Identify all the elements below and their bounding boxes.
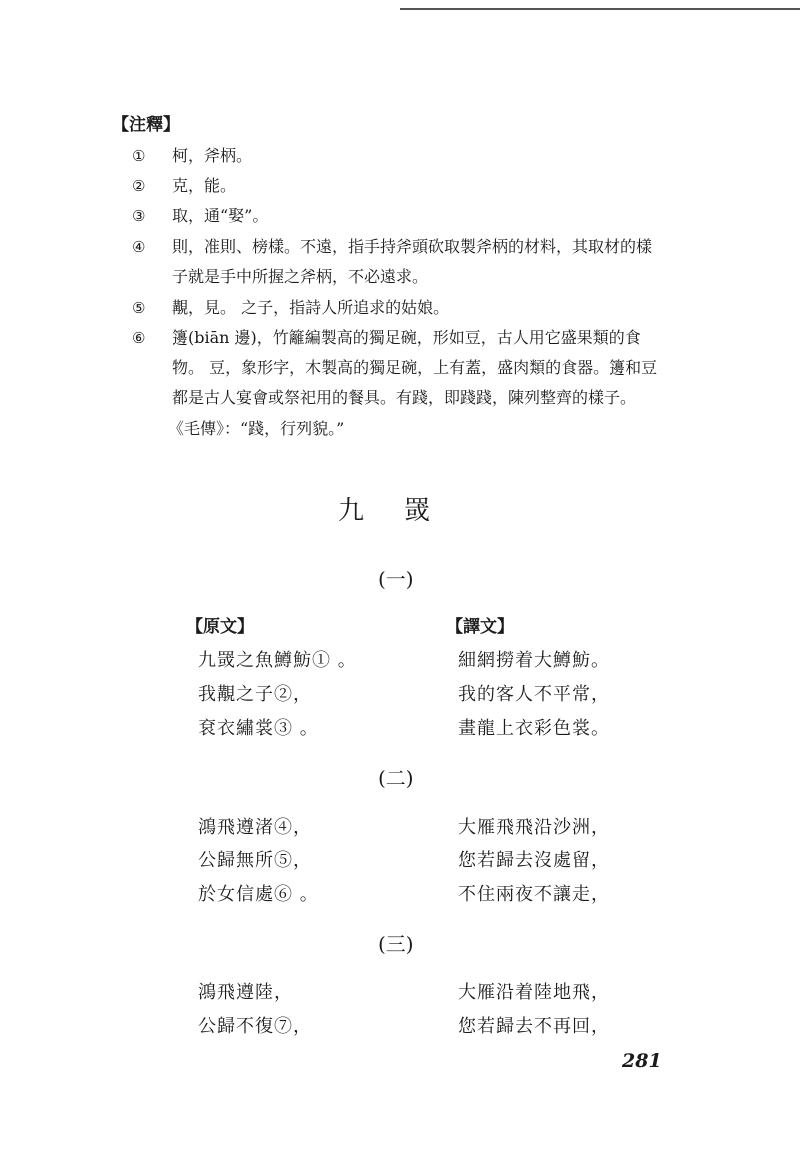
note-text: 籩(biān 邊)，竹籬編製高的獨足碗，形如豆，古人用它盛果類的食 <box>172 328 641 347</box>
note-number: ⑤ <box>132 299 146 317</box>
original-line: 鴻飛遵渚④， <box>198 817 312 838</box>
translation-header: 【譯文】 <box>446 617 514 637</box>
page-number: 281 <box>622 1050 662 1072</box>
original-line: 公歸無所⑤， <box>198 850 312 871</box>
original-line: 我覯之子②， <box>198 684 312 705</box>
note-text: 覯，見。 之子，指詩人所追求的姑娘。 <box>172 298 450 317</box>
note-number: ③ <box>132 207 146 225</box>
note-text: 柯，斧柄。 <box>172 146 253 165</box>
note-text: 取，通“娶”。 <box>172 206 269 225</box>
translation-line: 大雁飛飛沿沙洲， <box>458 817 610 838</box>
note-text: 克，能。 <box>172 176 237 195</box>
note-number: ① <box>132 147 146 165</box>
note-number: ⑥ <box>132 329 146 347</box>
note-text: 《毛傳》：“踐，行列貌。” <box>168 419 345 438</box>
top-rule <box>400 8 800 10</box>
note-text: 則，准則、榜樣。不遠，指手持斧頭砍取製斧柄的材料，其取材的樣 <box>172 237 653 256</box>
note-number: ④ <box>132 238 146 256</box>
translation-line: 細網撈着大鱒魴。 <box>458 650 610 671</box>
note-text: 子就是手中所握之斧柄，不必遠求。 <box>172 267 429 286</box>
original-header: 【原文】 <box>186 617 254 637</box>
translation-line: 我的客人不平常， <box>458 684 610 705</box>
translation-line: 大雁沿着陸地飛， <box>458 982 610 1003</box>
translation-line: 您若歸去不再回， <box>458 1016 610 1037</box>
note-text: 物。 豆，象形字，木製高的獨足碗，上有蓋，盛肉類的食器。籩和豆 <box>172 358 658 377</box>
translation-line: 您若歸去沒處留， <box>458 850 610 871</box>
translation-line: 畫龍上衣彩色裳。 <box>458 718 610 739</box>
section-mark: (三) <box>378 932 414 956</box>
translation-line: 不住兩夜不讓走， <box>458 884 610 905</box>
original-line: 袞衣繡裳③ 。 <box>198 718 319 739</box>
original-line: 九罭之魚鱒魴① 。 <box>198 650 357 671</box>
original-line: 公歸不復⑦， <box>198 1016 312 1037</box>
poem-title: 九罭 <box>338 496 471 526</box>
notes-title: 【注釋】 <box>112 115 180 135</box>
note-number: ② <box>132 177 146 195</box>
section-mark: (二) <box>378 766 414 790</box>
section-mark: (一) <box>378 567 414 591</box>
original-line: 於女信處⑥ 。 <box>198 884 319 905</box>
original-line: 鴻飛遵陸， <box>198 982 293 1003</box>
note-text: 都是古人宴會或祭祀用的餐具。有踐，即踐踐，陳列整齊的樣子。 <box>172 388 637 407</box>
